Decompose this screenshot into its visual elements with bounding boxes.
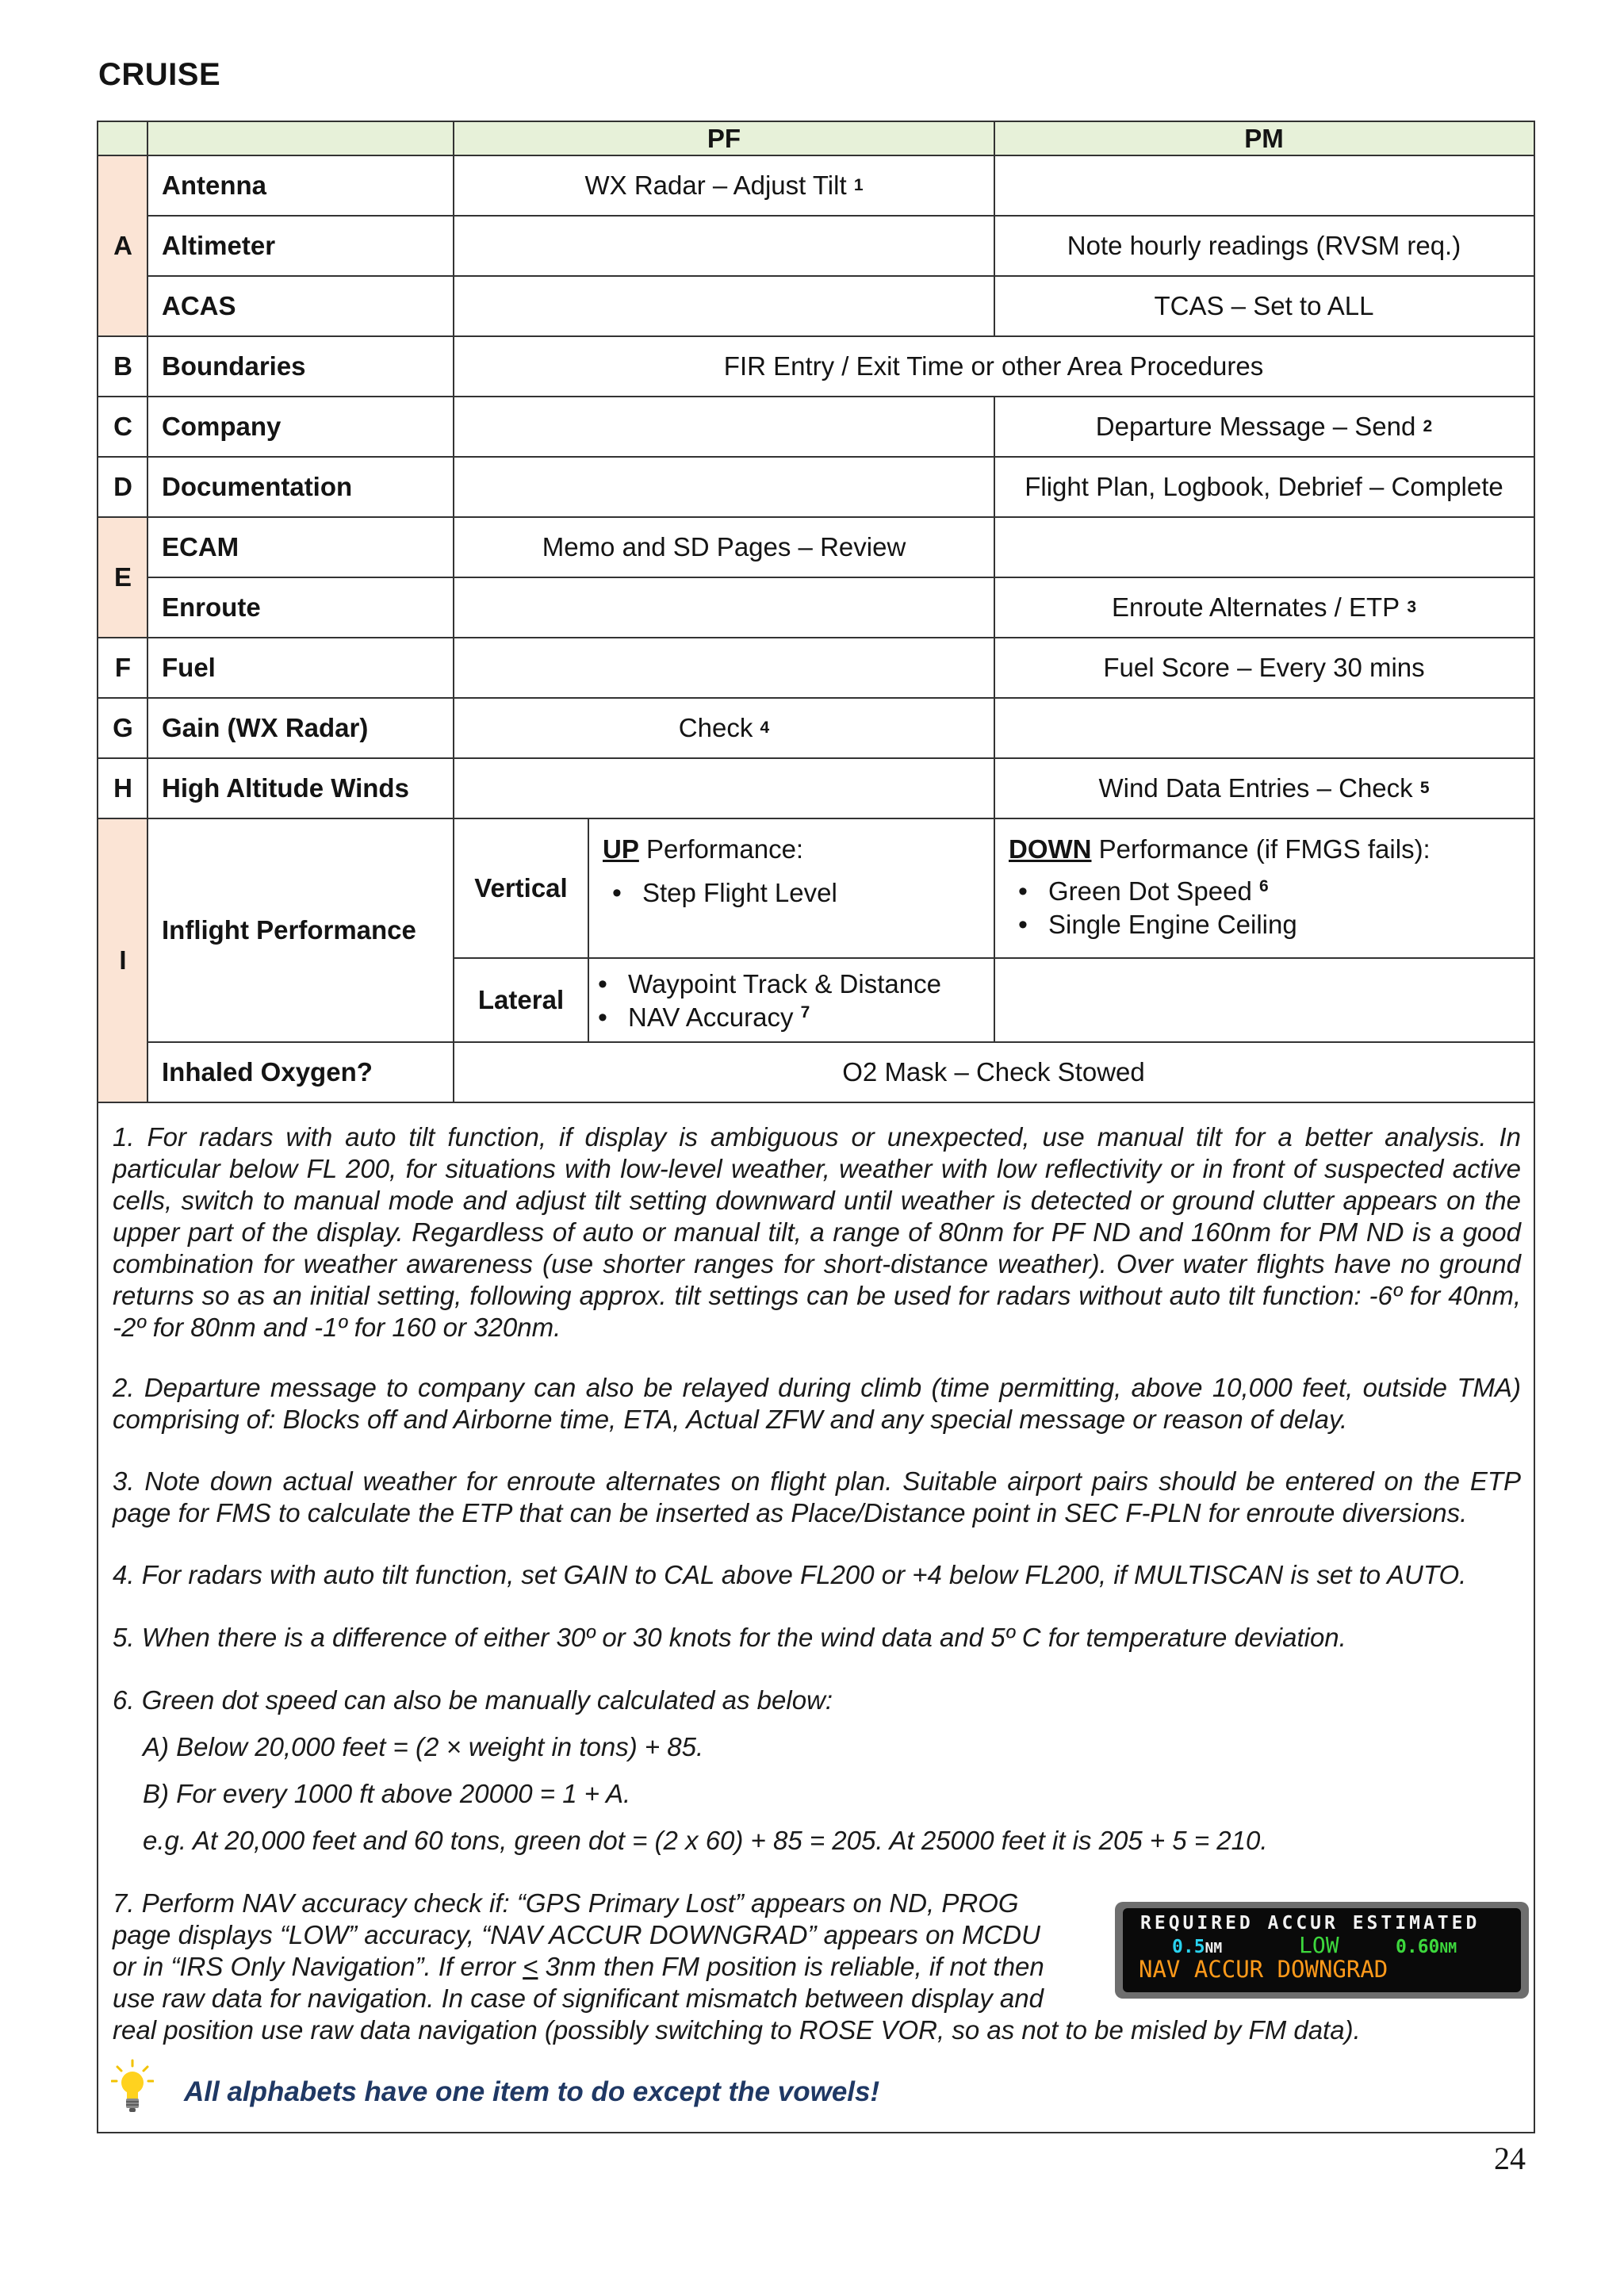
grid-line <box>98 516 1534 518</box>
footnote-6-b: B) For every 1000 ft above 20000 = 1 + A. <box>143 1779 631 1808</box>
item-antenna: Antenna <box>162 171 266 201</box>
group-letter-e: E <box>98 517 147 638</box>
footnote-7-line-4: use raw data for navigation. In case of significant mismatch between display and <box>113 1984 1044 2013</box>
grid-line <box>98 396 1534 397</box>
vertical-pm <box>994 818 1534 958</box>
altimeter-pm: Note hourly readings (RVSM req.) <box>1067 231 1461 261</box>
grid-line <box>98 335 1534 337</box>
down-keyword: DOWN <box>1009 834 1092 864</box>
item-ecam: ECAM <box>162 532 239 562</box>
documentation-pm: Flight Plan, Logbook, Debrief – Complete <box>1025 472 1503 502</box>
group-letter-h: H <box>113 773 132 803</box>
down-performance-text: Performance (if FMGS fails): <box>1091 834 1431 864</box>
mcdu-required-value: 0.5 <box>1172 1937 1205 1957</box>
item-altimeter: Altimeter <box>162 231 276 261</box>
mcdu-estimated-unit: NM <box>1439 1940 1457 1957</box>
item-fuel: Fuel <box>162 653 216 683</box>
grid-line <box>98 637 1534 638</box>
nav-accuracy-text: NAV Accuracy <box>628 1002 794 1032</box>
footnote-2: 2. Departure message to company can also be relayed during climb (time permitting, above 10,000 feet, outside TMA) comprising of: Blocks off and Airborne time, ETA, Actual ZFW and any special message or reason of delay. <box>113 1373 1521 1434</box>
less-equal-symbol: < <box>523 1952 538 1981</box>
company-pm: Departure Message – Send 2 <box>994 397 1534 457</box>
green-dot-speed-text: Green Dot Speed <box>1048 876 1252 907</box>
lightbulb-icon <box>111 2059 154 2118</box>
tip-text: All alphabets have one item to do except the vowels! <box>184 2076 880 2107</box>
group-letter-c: C <box>113 412 132 442</box>
list-item <box>588 1001 941 1034</box>
mcdu-required <box>1172 1937 1222 1957</box>
mcdu-estimated <box>1396 1937 1457 1957</box>
footnote-ref-6: 6 <box>1259 877 1269 896</box>
vertical-pf-heading <box>603 833 803 865</box>
footnote-6-a: A) Below 20,000 feet = (2 × weight in tons) + 85. <box>143 1732 704 1761</box>
oxygen-both: O2 Mask – Check Stowed <box>842 1057 1145 1087</box>
group-letter-a: A <box>98 155 147 336</box>
vertical-pf <box>588 818 994 958</box>
mcdu-nav-accuracy-display <box>1115 1902 1529 1999</box>
ecam-pf: Memo and SD Pages – Review <box>542 532 906 562</box>
item-boundaries: Boundaries <box>162 351 306 381</box>
acas-pm: TCAS – Set to ALL <box>1154 291 1374 321</box>
up-keyword: UP <box>603 834 639 864</box>
group-letter-i: I <box>98 818 147 1102</box>
grid-line <box>147 215 1534 217</box>
lateral-pf <box>588 958 994 1042</box>
fuel-pm: Fuel Score – Every 30 mins <box>1103 653 1425 683</box>
footnote-ref-7: 7 <box>800 1003 810 1022</box>
winds-pm-text: Wind Data Entries – Check <box>1098 773 1413 803</box>
list-item: • Single Engine Ceiling <box>1009 908 1297 941</box>
company-pm-text: Departure Message – Send <box>1095 412 1416 442</box>
header-pf: PF <box>454 122 994 155</box>
footnote-7-line-3-post: 3nm then FM position is reliable, if not then <box>538 1952 1044 1981</box>
grid-line <box>98 1102 1534 1103</box>
item-enroute: Enroute <box>162 592 261 623</box>
list-item: • Step Flight Level <box>603 876 837 910</box>
list-item <box>1009 875 1297 908</box>
grid-line <box>994 397 995 1042</box>
grid-line <box>98 697 1534 699</box>
gain-pf-text: Check <box>678 713 753 743</box>
antenna-pf: WX Radar – Adjust Tilt 1 <box>454 155 994 216</box>
footnote-7-line-5: real position use raw data navigation (possibly switching to ROSE VOR, so as not to be misled by FM data). <box>113 2015 1361 2045</box>
boundaries-both: FIR Entry / Exit Time or other Area Procedures <box>723 351 1264 381</box>
grid-line <box>453 122 454 1102</box>
grid-line <box>98 757 1534 759</box>
footnote-6: 6. Green dot speed can also be manually calculated as below: <box>113 1685 833 1715</box>
item-documentation: Documentation <box>162 472 353 502</box>
grid-line <box>147 122 148 1102</box>
mcdu-accuracy: LOW <box>1299 1932 1339 1958</box>
antenna-pf-text: WX Radar – Adjust Tilt <box>584 171 847 201</box>
enroute-pm-text: Enroute Alternates / ETP <box>1111 592 1400 623</box>
item-company: Company <box>162 412 282 442</box>
lateral-label: Lateral <box>477 985 565 1015</box>
group-letter-g: G <box>113 713 133 743</box>
grid-line <box>98 456 1534 458</box>
vertical-pf-list <box>603 876 837 910</box>
vertical-pm-heading <box>1009 833 1431 865</box>
grid-line <box>98 155 1534 156</box>
grid-line <box>994 122 995 336</box>
grid-line <box>147 1041 1534 1043</box>
group-letter-b: B <box>113 351 132 381</box>
group-letter-d: D <box>113 472 132 502</box>
item-high-altitude-winds: High Altitude Winds <box>162 773 409 803</box>
footnote-7-line-3-pre: or in “IRS Only Navigation”. If error <box>113 1952 523 1981</box>
enroute-pm: Enroute Alternates / ETP 3 <box>994 577 1534 638</box>
mcdu-estimated-value: 0.60 <box>1396 1937 1440 1957</box>
item-acas: ACAS <box>162 291 236 321</box>
grid-line <box>147 275 1534 277</box>
group-letter-f: F <box>114 653 132 683</box>
mcdu-header: REQUIRED ACCUR ESTIMATED <box>1140 1913 1480 1934</box>
footnote-3: 3. Note down actual weather for enroute alternates on flight plan. Suitable airport pairs should be entered on the ETP page for FMS to calculate the ETP that can be inserted as Place/Distance point in SEC F-PLN for enroute diversions. <box>113 1466 1521 1527</box>
footnote-7-line-1: 7. Perform NAV accuracy check if: “GPS Primary Lost” appears on ND, PROG <box>113 1888 1019 1918</box>
footnote-4: 4. For radars with auto tilt function, set GAIN to CAL above FL200 or +4 below FL200, if MULTISCAN is set to AUTO. <box>113 1560 1467 1589</box>
up-performance-text: Performance: <box>638 834 804 864</box>
grid-line <box>98 818 1534 819</box>
footnote-7-line-2: page displays “LOW” accuracy, “NAV ACCUR DOWNGRAD” appears on MCDU <box>113 1920 1040 1949</box>
vertical-label: Vertical <box>474 873 568 903</box>
item-inhaled-oxygen: Inhaled Oxygen? <box>162 1057 373 1087</box>
gain-pf: Check 4 <box>454 698 994 758</box>
footnote-1: 1. For radars with auto tilt function, if display is ambiguous or unexpected, use manual tilt for a better analysis. In particular below FL 200, for situations with low-level weather, weather with low reflectivity or in front of suspected active cells, switch to manual mode and adjust tilt setting downward until weather is detected or ground clutter appears on the upper part of the display. Regardless of auto or manual tilt, a range of 80nm for PF ND and 160nm for PM ND is a good combination for weather awareness (use shorter ranges for short-distance weather). Over water flights have no ground returns so as an initial setting, following approx. tilt settings can be used for radars without auto tilt function: -6º for 40nm, -2º for 80nm and -1º for 160 or 320nm. <box>113 1122 1521 1342</box>
item-inflight-performance: Inflight Performance <box>162 915 416 945</box>
item-gain: Gain (WX Radar) <box>162 713 369 743</box>
page-number: 24 <box>1494 2141 1526 2176</box>
grid-line <box>588 818 589 1042</box>
mcdu-required-unit: NM <box>1205 1940 1223 1957</box>
mcdu-message: NAV ACCUR DOWNGRAD <box>1139 1956 1388 1983</box>
header-pm: PM <box>994 122 1534 155</box>
lateral-pf-list <box>588 968 941 1034</box>
grid-line <box>147 577 1534 578</box>
page-title: CRUISE <box>98 57 221 92</box>
footnote-6-example: e.g. At 20,000 feet and 60 tons, green dot = (2 x 60) + 85 = 205. At 25000 feet it is 205 + 5 = 210. <box>143 1826 1268 1855</box>
winds-pm: Wind Data Entries – Check 5 <box>994 758 1534 818</box>
footnote-5: 5. When there is a difference of either 30º or 30 knots for the wind data and 5º C for temperature deviation. <box>113 1623 1346 1652</box>
footnote-7-line-3 <box>113 1951 1104 1983</box>
mcdu-screen <box>1123 1908 1521 1992</box>
vertical-pm-list <box>1009 875 1297 941</box>
list-item: • Waypoint Track & Distance <box>588 968 941 1001</box>
